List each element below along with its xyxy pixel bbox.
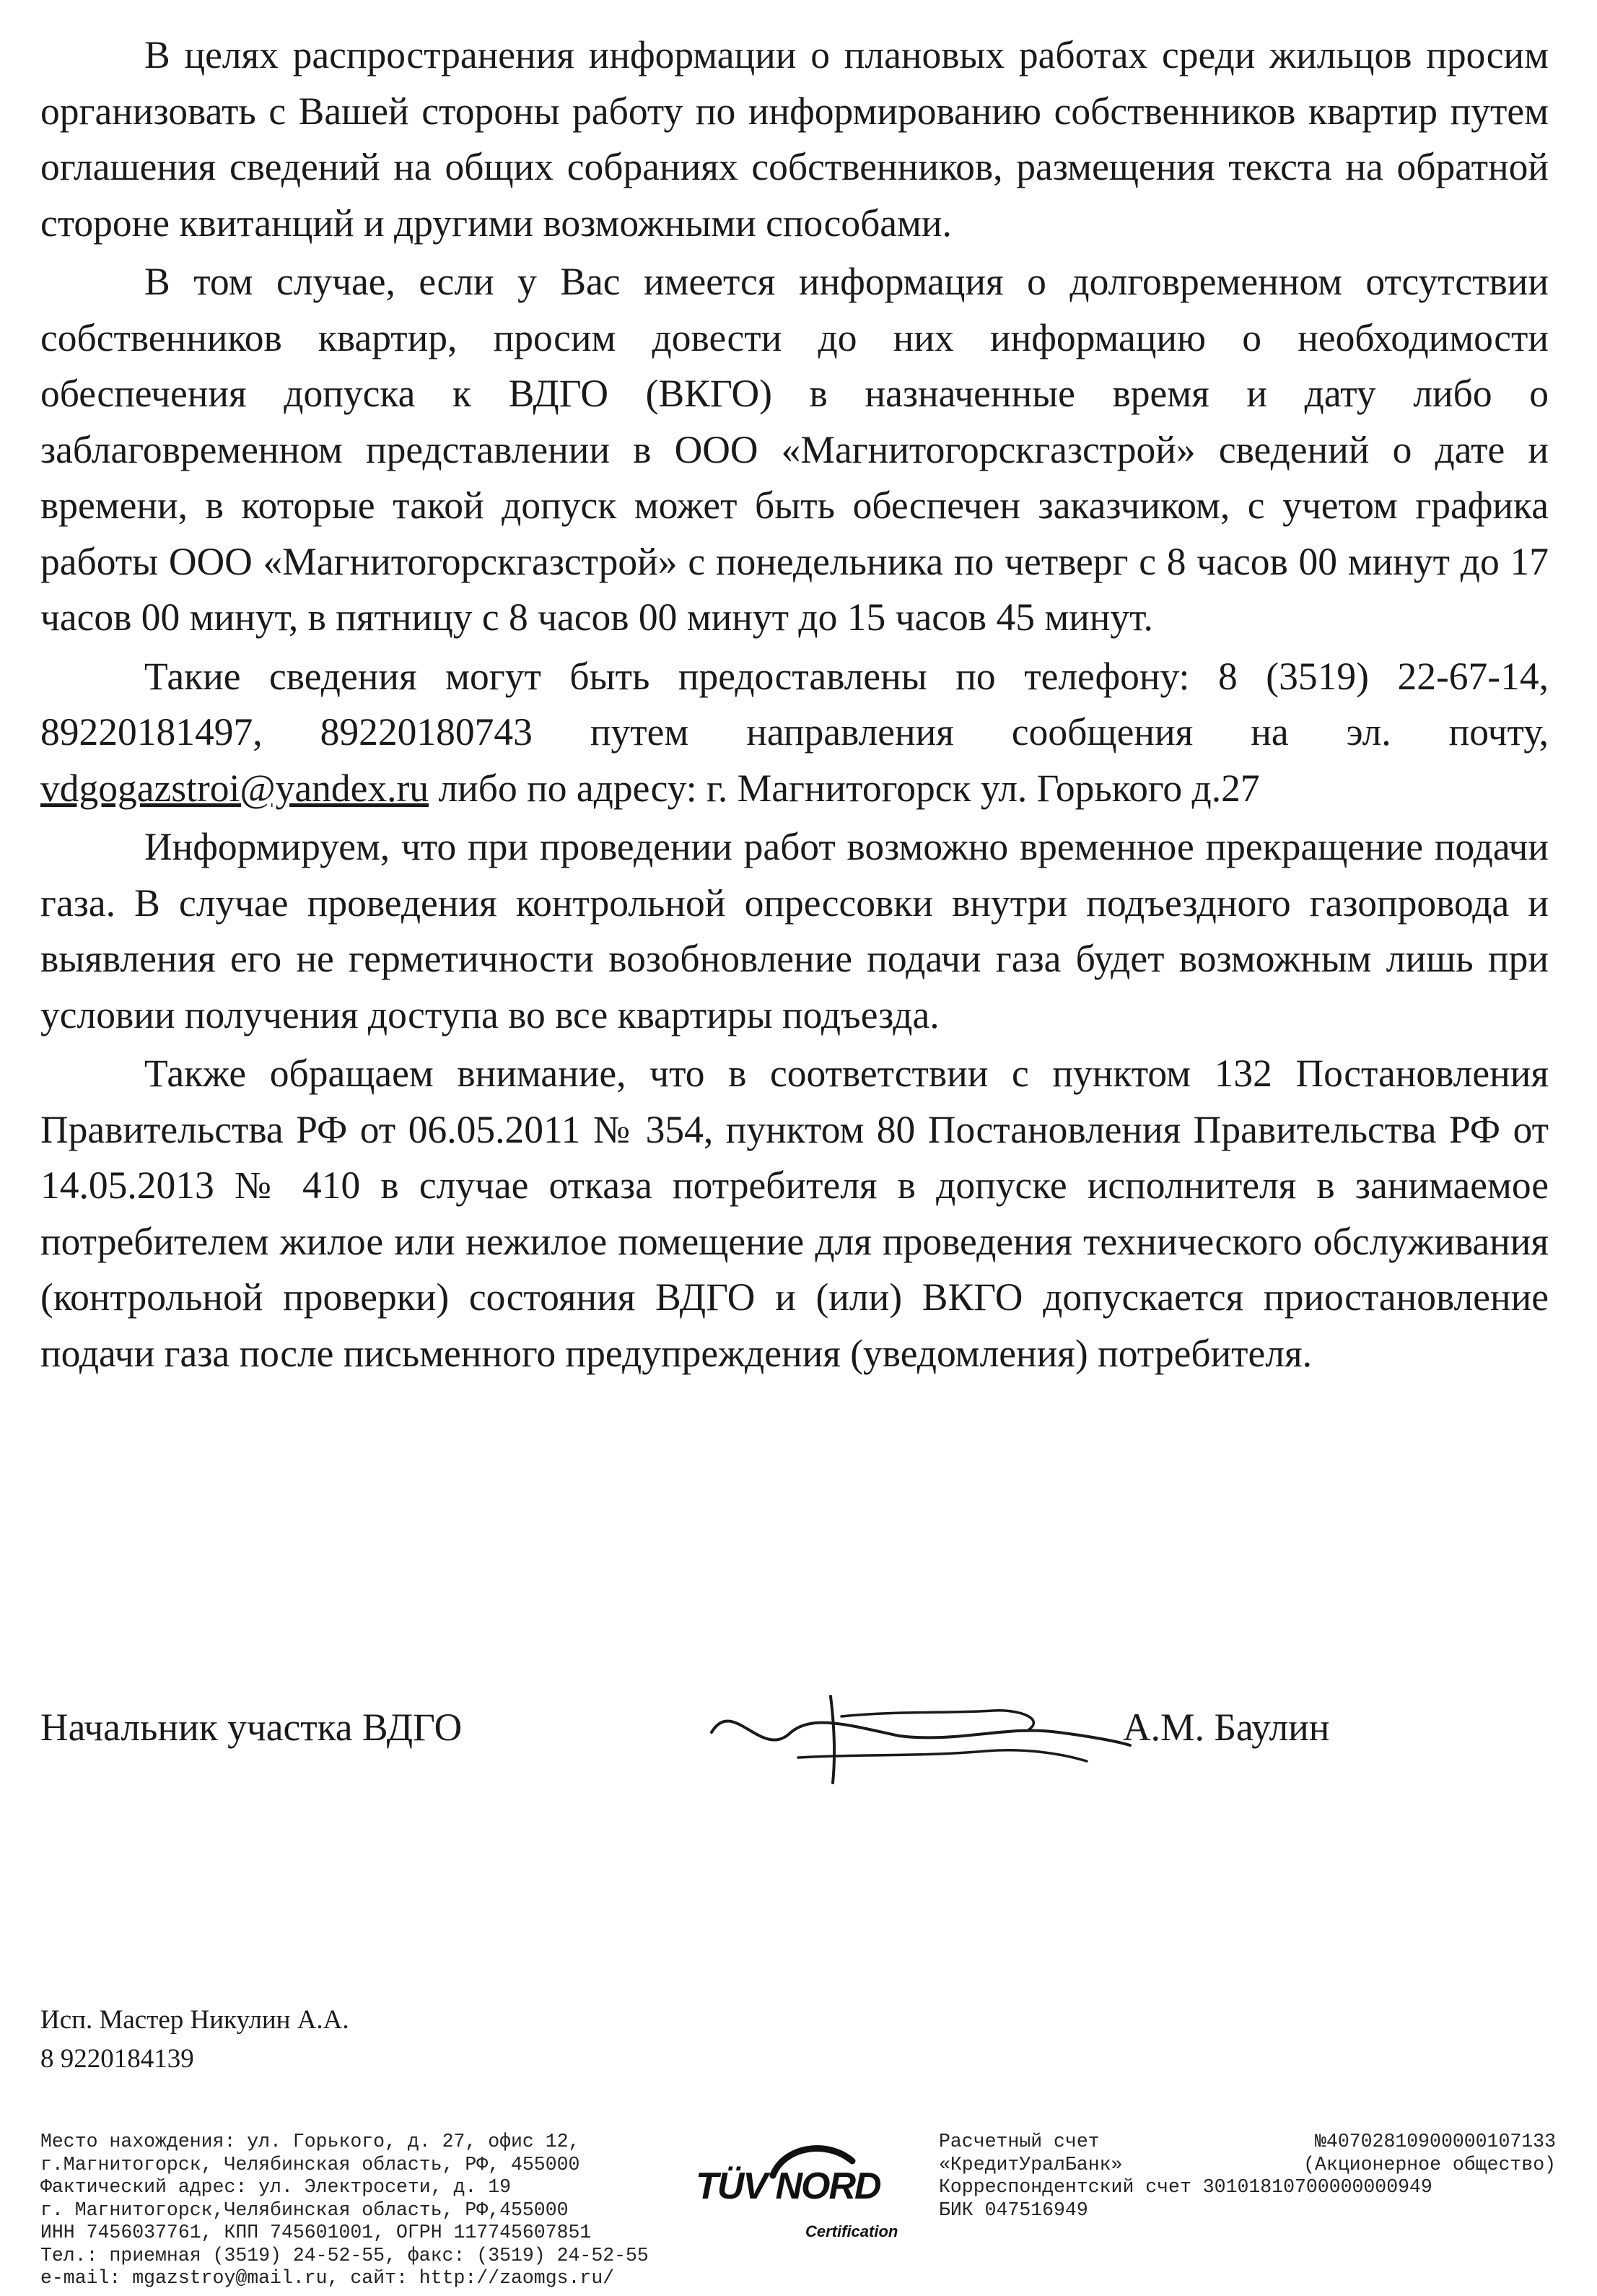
letterhead-footer	[40, 2131, 1556, 2289]
contacts-text-before: Такие сведения могут быть предоставлены по телефону: 8 (3519) 22-67-14, 89220181497, 89220180743 путем направления сообщения на эл. почту,	[40, 654, 1549, 754]
paragraph-gas-interruption: Информируем, что при проведении работ возможно временное прекращение подачи газа. В случае проведения контрольной опрессовки внутри подъездного газопровода и выявления его не герметичности возобновление подачи газа будет возможным лишь при условии получения доступа во все квартиры подъезда.	[40, 825, 1549, 1036]
executor-name: Исп. Мастер Никулин А.А.	[40, 2005, 349, 2035]
paragraph-contacts	[40, 649, 1549, 817]
bank-type: (Акционерное общество)	[1303, 2153, 1556, 2175]
signer-name: А.М. Баулин	[1123, 1706, 1330, 1749]
footer-phones: Тел.: приемная (3519) 24-52-55, факс: (3519) 24-52-55	[40, 2244, 649, 2266]
handwritten-signature	[683, 1682, 1145, 1790]
logo-subtitle: Certification	[805, 2222, 898, 2240]
signer-position: Начальник участка ВДГО	[40, 1706, 463, 1749]
executor-block	[40, 2001, 349, 2079]
email-link[interactable]: vdgogazstroi@yandex.ru	[40, 766, 429, 810]
bank-account-label: Расчетный счет	[939, 2131, 1100, 2152]
bank-bik: БИК 047516949	[939, 2199, 1088, 2221]
bank-name-row	[939, 2154, 1556, 2177]
paragraph-legal-notice: Также обращаем внимание, что в соответствии с пунктом 132 Постановления Правительства РФ от 06.05.2011 № 354, пунктом 80 Постановления Правительства РФ от 14.05.2013 № 410 в случае отказа потребителя в допуске исполнителя в занимаемое потребителем жилое или нежилое помещение для проведения технического обслуживания (контрольной проверки) состояния ВДГО и (или) ВКГО допускается приостановление подачи газа после письменного предупреждения (уведомления) потребителя.	[40, 1052, 1549, 1375]
paragraph-absent-owners: В том случае, если у Вас имеется информация о долговременном отсутствии собственников квартир, просим довести до них информацию о необходимости обеспечения допуска к ВДГО (ВКГО) в назначенные время и дату либо о заблаговременном представлении в ООО «Магнитогорскгазстрой» сведений о дате и времени, в которые такой допуск может быть обеспечен заказчиком, с учетом графика работы ООО «Магнитогорскгазстрой» с понедельника по четверг с 8 часов 00 минут до 17 часов 00 минут, в пятницу с 8 часов 00 минут до 15 часов 45 минут.	[40, 260, 1549, 639]
company-address-block	[40, 2131, 661, 2290]
contacts-text-after: либо по адресу: г. Магнитогорск ул. Горького д.27	[429, 766, 1260, 810]
signature-block	[40, 1689, 1549, 1783]
bank-name: «КредитУралБанк»	[939, 2153, 1123, 2175]
certification-logo	[683, 2139, 921, 2248]
bank-details-block	[939, 2131, 1556, 2222]
letter-body	[40, 27, 1549, 1381]
bank-account-value: №40702810900000107133	[1315, 2131, 1556, 2152]
paragraph-info-distribution: В целях распространения информации о плановых работах среди жильцов просим организовать с Вашей стороны работу по информированию собственников квартир путем оглашения сведений на общих собраниях собственников, размещения текста на обратной стороне квитанций и другими возможными способами.	[40, 33, 1549, 245]
footer-email-site: e-mail: mgazstroy@mail.ru, сайт: http://zaomgs.ru/	[40, 2267, 615, 2289]
executor-phone: 8 9220184139	[40, 2044, 194, 2074]
footer-legal-address: Место нахождения: ул. Горького, д. 27, офис 12,	[40, 2131, 580, 2152]
footer-actual-city: г. Магнитогорск,Челябинская область, РФ,455000	[40, 2199, 569, 2221]
bank-corr-account: Корреспондентский счет 30101810700000000949	[939, 2176, 1432, 2198]
bank-account-row	[939, 2131, 1556, 2154]
footer-legal-city: г.Магнитогорск, Челябинская область, РФ, 455000	[40, 2153, 580, 2175]
footer-tax-ids: ИНН 7456037761, КПП 745601001, ОГРН 117745607851	[40, 2222, 592, 2243]
logo-brand: TÜV NORD	[696, 2165, 880, 2207]
footer-actual-address: Фактический адрес: ул. Электросети, д. 19	[40, 2176, 512, 2198]
